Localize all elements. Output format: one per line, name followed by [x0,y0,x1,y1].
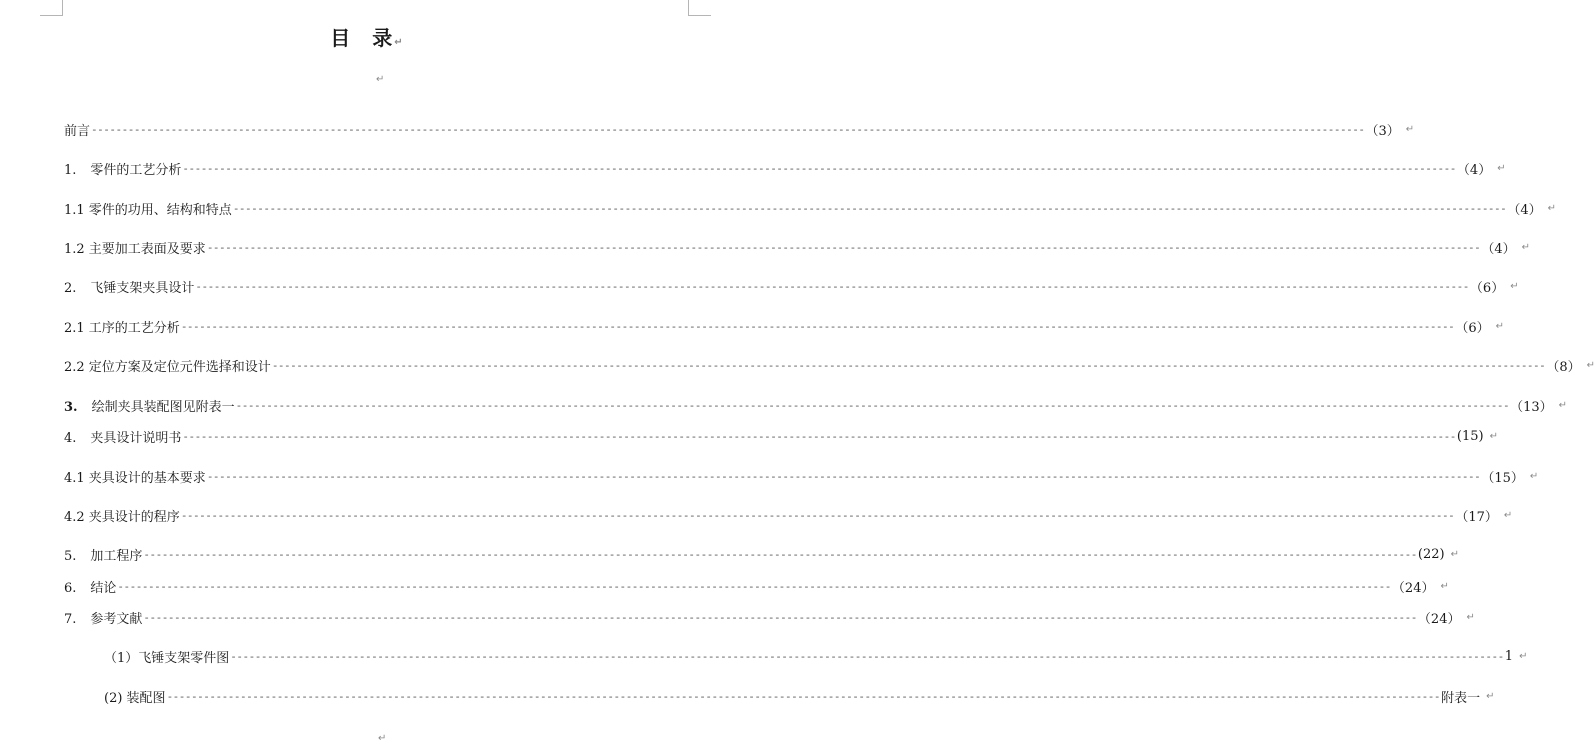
toc-entry-2-1[interactable] [64,316,1504,336]
toc-entry-label: 加工程序 [90,548,143,564]
toc-title [0,22,735,51]
toc-entry-5[interactable] [64,544,1459,564]
toc-entry-7-1[interactable] [104,646,1528,666]
toc-entry-7-2[interactable] [104,686,1495,706]
toc-entry-page: （17） [1455,509,1498,525]
toc-entry-label: (2) 装配图 [104,690,166,706]
toc-entry-page: （6） [1455,320,1490,336]
toc-leader: ---------------------------------------------------------------------------------------------------------------------------------------------------------------------------------------------------------------- [143,610,1417,624]
toc-entry-label: 4.2 夹具设计的程序 [64,509,180,525]
toc-leader: ---------------------------------------------------------------------------------------------------------------------------------------------------------------------------------------------------------------- [206,469,1481,483]
toc-entry-label: 2.2 定位方案及定位元件选择和设计 [64,359,271,375]
toc-entry-4-2[interactable] [64,505,1513,525]
toc-entry-page: 1 [1504,648,1514,664]
toc-leader: ---------------------------------------------------------------------------------------------------------------------------------------------------------------------------------------------------------------- [182,429,1456,443]
toc-entry-label: 飞锤支架夹具设计 [90,280,195,296]
toc-leader: ---------------------------------------------------------------------------------------------------------------------------------------------------------------------------------------------------------------- [180,319,1455,333]
toc-entry-page: （3） [1365,123,1400,139]
paragraph-mark-icon: ↵ [1489,430,1498,442]
toc-entry-1[interactable] [64,158,1506,178]
toc-entry-7[interactable] [64,607,1475,627]
toc-entry-label: 4.1 夹具设计的基本要求 [64,470,206,486]
paragraph-mark-icon: ↵ [1521,241,1530,253]
empty-paragraph-mark-icon: ↵ [376,74,385,85]
paragraph-mark-icon: ↵ [1405,123,1415,135]
toc-entry-label: 零件的工艺分析 [90,162,182,178]
toc-entry-page: （8） [1546,359,1581,375]
toc-leader: ---------------------------------------------------------------------------------------------------------------------------------------------------------------------------------------------------------------- [232,201,1507,215]
toc-entry-number: 1. [64,162,77,178]
toc-entry-1-1[interactable] [64,198,1556,218]
page-corner-top-right [688,0,711,16]
toc-leader: ---------------------------------------------------------------------------------------------------------------------------------------------------------------------------------------------------------------- [166,689,1441,703]
toc-entry-page: 附表一 [1441,690,1481,706]
paragraph-mark-icon: ↵ [1558,399,1568,411]
toc-entry-number: 7. [64,611,77,627]
toc-entry-label: 2.1 工序的工艺分析 [64,320,180,336]
toc-entry-page: (22) [1417,546,1445,562]
paragraph-mark-icon: ↵ [1450,548,1459,560]
toc-entry-number: 2. [64,280,77,296]
toc-entry-4[interactable] [64,426,1498,446]
toc-entry-2-2[interactable] [64,355,1595,375]
toc-entry-page: （4） [1456,162,1492,178]
toc-leader: ---------------------------------------------------------------------------------------------------------------------------------------------------------------------------------------------------------------- [91,122,1365,136]
toc-leader: ---------------------------------------------------------------------------------------------------------------------------------------------------------------------------------------------------------------- [182,161,1456,175]
toc-entry-page: （4） [1481,241,1516,257]
paragraph-mark-icon: ↵ [1486,690,1495,702]
toc-entry-6[interactable] [64,576,1449,596]
toc-entry-label: 1.2 主要加工表面及要求 [64,241,206,257]
toc-entry-3[interactable] [64,395,1568,415]
toc-leader: ---------------------------------------------------------------------------------------------------------------------------------------------------------------------------------------------------------------- [271,358,1546,372]
toc-entry-label: （1）飞锤支架零件图 [104,650,230,666]
toc-title-part2: 录 [372,26,395,50]
toc-entry-4-1[interactable] [64,466,1539,486]
toc-entry-label: 夹具设计说明书 [90,430,182,446]
toc-entry-label: 1.1 零件的功用、结构和特点 [64,202,232,218]
toc-entry-page: （13） [1510,399,1553,415]
toc-leader: ---------------------------------------------------------------------------------------------------------------------------------------------------------------------------------------------------------------- [117,579,1391,593]
toc-entry-number: 5. [64,548,77,564]
paragraph-mark-icon: ↵ [1519,650,1528,662]
toc-entry-label: 结论 [90,580,117,596]
toc-entry-page: （15） [1481,470,1524,486]
paragraph-mark-icon: ↵ [1510,280,1519,292]
toc-entry-page: (15) [1456,428,1484,444]
toc-leader: ---------------------------------------------------------------------------------------------------------------------------------------------------------------------------------------------------------------- [206,240,1481,254]
paragraph-mark-icon: ↵ [1547,202,1556,214]
toc-entry-preface[interactable] [64,119,1415,139]
paragraph-mark-icon: ↵ [1586,359,1595,371]
paragraph-mark-icon: ↵ [1503,509,1513,521]
page-corner-top-left [40,0,63,16]
toc-entry-number: 3. [64,399,78,415]
paragraph-mark-icon: ↵ [1497,162,1506,174]
toc-entry-page: （6） [1469,280,1505,296]
toc-entry-page: （24） [1417,611,1461,627]
toc-leader: ---------------------------------------------------------------------------------------------------------------------------------------------------------------------------------------------------------------- [143,547,1417,561]
toc-entry-2[interactable] [64,276,1519,296]
toc-entry-label: 参考文献 [90,611,143,627]
toc-entry-1-2[interactable] [64,237,1530,257]
paragraph-mark-icon: ↵ [1529,470,1539,482]
toc-entry-number: 4. [64,430,77,446]
toc-title-part1: 目 [330,26,353,50]
toc-leader: ---------------------------------------------------------------------------------------------------------------------------------------------------------------------------------------------------------------- [230,649,1504,663]
paragraph-mark-icon: ↵ [1440,580,1449,592]
toc-entry-number: 6. [64,580,77,596]
paragraph-mark-icon: ↵ [394,37,405,48]
toc-leader: ---------------------------------------------------------------------------------------------------------------------------------------------------------------------------------------------------------------- [180,508,1455,522]
paragraph-mark-icon: ↵ [1495,320,1504,332]
toc-entry-label: 前言 [64,123,91,139]
bottom-paragraph-mark-icon: ↵ [378,733,387,744]
paragraph-mark-icon: ↵ [1466,611,1475,623]
toc-entry-label: 绘制夹具装配图见附表一 [91,399,235,415]
toc-leader: ---------------------------------------------------------------------------------------------------------------------------------------------------------------------------------------------------------------- [195,279,1469,293]
toc-leader: ---------------------------------------------------------------------------------------------------------------------------------------------------------------------------------------------------------------- [235,398,1510,412]
toc-entry-page: （4） [1507,202,1542,218]
toc-entry-page: （24） [1391,580,1435,596]
